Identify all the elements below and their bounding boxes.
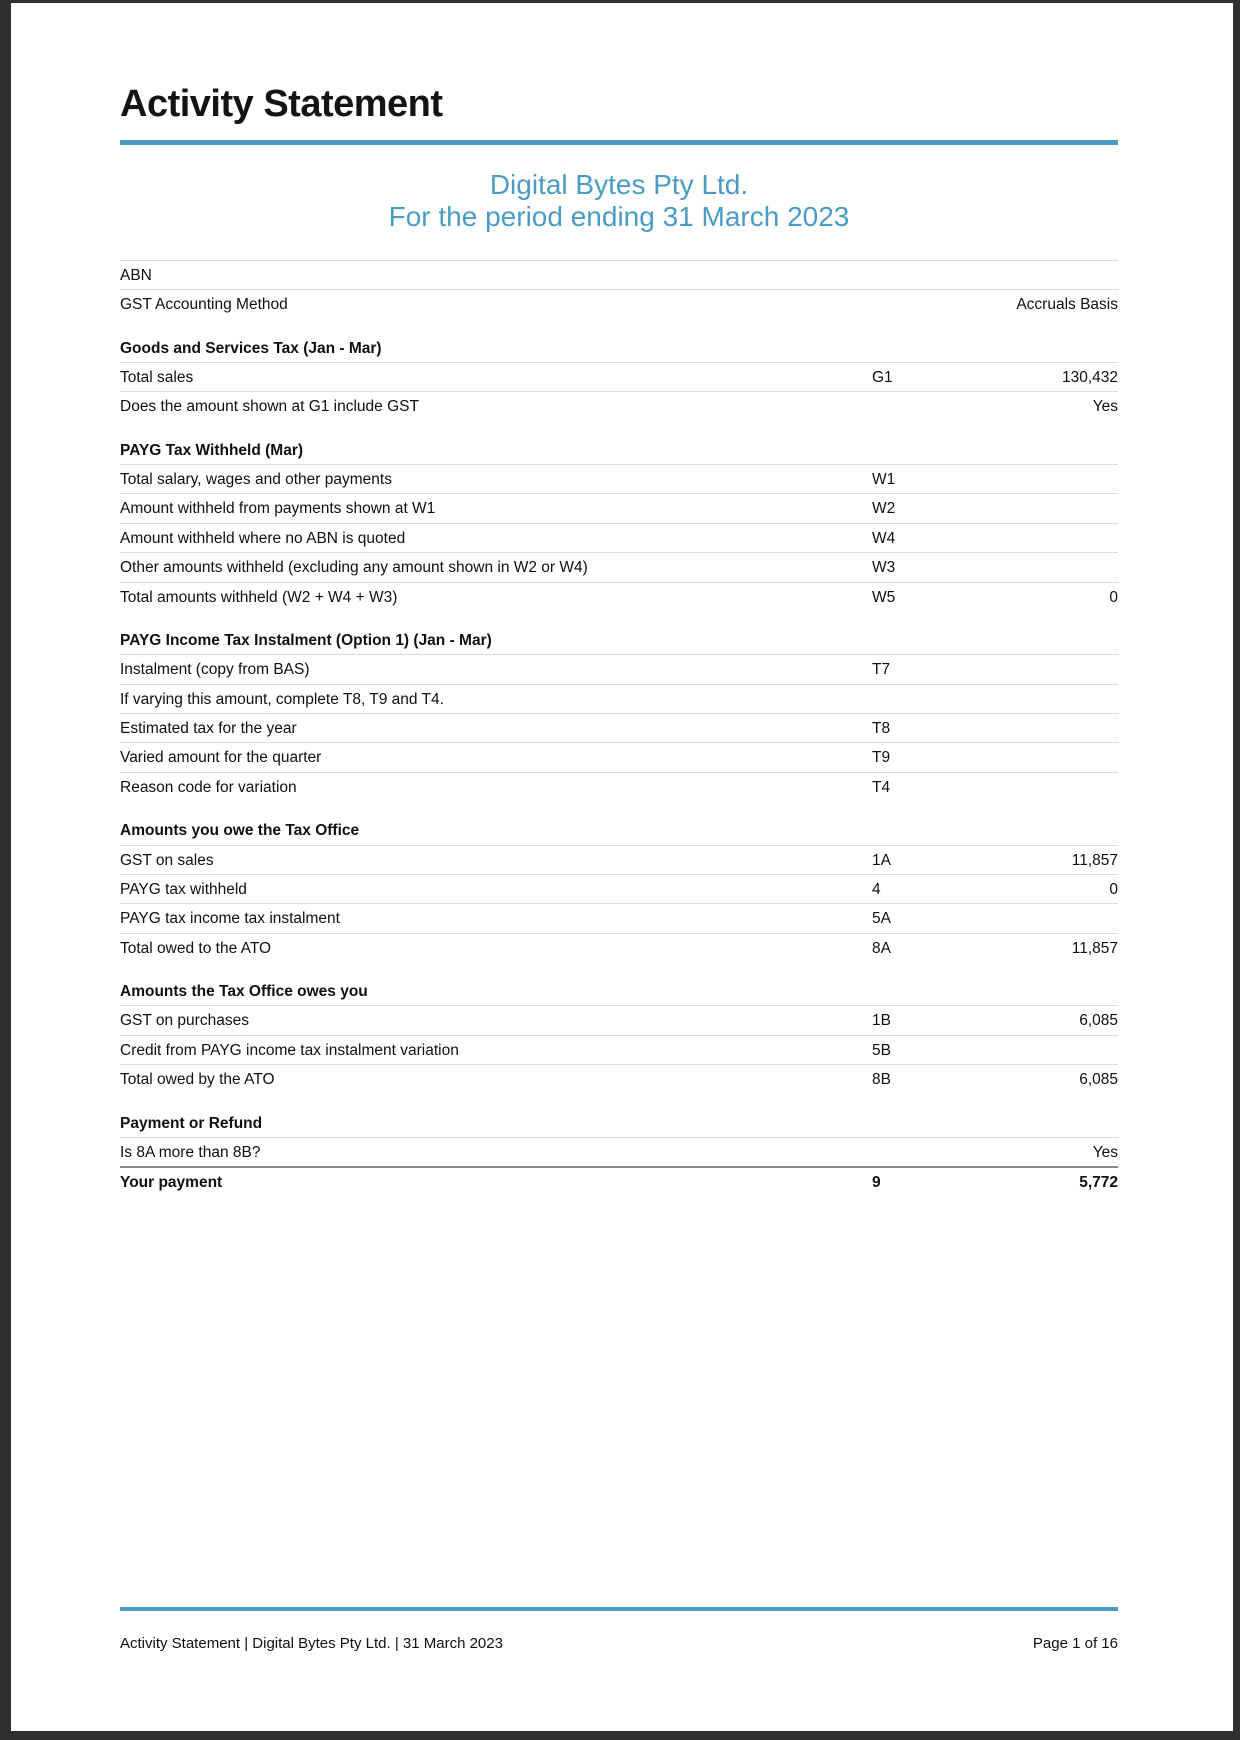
company-name: Digital Bytes Pty Ltd.: [489, 168, 749, 200]
page-content: [11, 3, 1233, 1731]
row-label: Your payment: [120, 1174, 223, 1192]
row-label: Varied amount for the quarter: [120, 749, 322, 767]
table-row: [120, 582, 1118, 611]
row-label: GST on purchases: [120, 1012, 249, 1030]
row-value: 11,857: [1071, 851, 1118, 869]
row-label: PAYG tax income tax instalment: [120, 910, 340, 928]
table-row: [120, 1006, 1118, 1034]
section-header: PAYG Income Tax Instalment (Option 1) (Jan - Mar): [120, 625, 1118, 655]
row-value: 0: [1109, 588, 1118, 606]
row-code: T8: [872, 720, 891, 738]
table-row: [120, 903, 1118, 932]
table-row: [120, 742, 1118, 771]
table-row: [120, 846, 1118, 874]
row-value: 130,432: [1061, 368, 1118, 386]
row-code: 8B: [872, 1071, 891, 1089]
table-row: [120, 1035, 1118, 1064]
row-label: Total owed to the ATO: [120, 939, 272, 957]
row-label: GST Accounting Method: [120, 296, 288, 314]
section-header: PAYG Tax Withheld (Mar): [120, 435, 1118, 465]
row-code: 5A: [872, 910, 891, 928]
row-code: W1: [872, 471, 896, 489]
row-code: [872, 397, 987, 416]
section-header: Goods and Services Tax (Jan - Mar): [120, 333, 1118, 363]
row-label: Credit from PAYG income tax instalment variation: [120, 1041, 459, 1059]
document-page: [11, 3, 1233, 1731]
table-row: [120, 933, 1118, 962]
section-header: Amounts you owe the Tax Office: [120, 815, 1118, 845]
table-row: [120, 1064, 1118, 1093]
row-label: Instalment (copy from BAS): [120, 661, 310, 679]
table-row: [120, 552, 1118, 581]
row-value: Accruals Basis: [1016, 296, 1118, 314]
row-value: [987, 660, 1118, 679]
period-ending: For the period ending 31 March 2023: [388, 201, 850, 233]
row-code: [872, 690, 987, 709]
table-row: [120, 874, 1118, 903]
row-code: W2: [872, 500, 896, 518]
table-row: [120, 260, 1118, 289]
row-value: [987, 266, 1118, 285]
row-label: GST on sales: [120, 851, 214, 869]
row-label: Other amounts withheld (excluding any amount shown in W2 or W4): [120, 559, 588, 577]
row-label: Total amounts withheld (W2 + W4 + W3): [120, 588, 398, 606]
row-code: 5B: [872, 1041, 891, 1059]
row-label: PAYG tax withheld: [120, 880, 247, 898]
row-label: Amount withheld where no ABN is quoted: [120, 529, 406, 547]
row-value: [987, 778, 1118, 797]
row-code: T4: [872, 778, 891, 796]
row-value: [987, 719, 1118, 738]
table-row: [120, 493, 1118, 522]
title-divider-rule: [120, 140, 1118, 145]
row-value: 11,857: [1071, 939, 1118, 957]
row-code: [872, 295, 987, 314]
footer-page-number: Page 1 of 16: [1032, 1635, 1118, 1652]
row-label: Total owed by the ATO: [120, 1071, 275, 1089]
row-code: 9: [872, 1174, 881, 1192]
row-value: [987, 470, 1118, 489]
row-code: W5: [872, 588, 896, 606]
table-row: [120, 363, 1118, 391]
footer-divider-rule: [120, 1607, 1118, 1611]
row-value: Yes: [1092, 398, 1118, 416]
row-label: Total sales: [120, 368, 194, 386]
row-code: T7: [872, 661, 891, 679]
row-value: [987, 529, 1118, 548]
row-value: 6,085: [1079, 1071, 1118, 1089]
row-label: Total salary, wages and other payments: [120, 471, 392, 489]
row-value: Yes: [1092, 1143, 1118, 1161]
statement-subtitle: [120, 169, 1118, 234]
row-value: 5,772: [1079, 1174, 1118, 1192]
table-row: [120, 523, 1118, 552]
row-label: ABN: [120, 266, 152, 284]
table-row: [120, 1166, 1118, 1196]
footer-text: [120, 1635, 1118, 1652]
row-label: Amount withheld from payments shown at W1: [120, 500, 436, 518]
row-code: W4: [872, 529, 896, 547]
table-row: [120, 1138, 1118, 1166]
row-label: Reason code for variation: [120, 778, 297, 796]
row-code: 4: [872, 880, 881, 898]
table-row: [120, 289, 1118, 318]
footer-left: Activity Statement | Digital Bytes Pty Ltd. | 31 March 2023: [120, 1635, 503, 1652]
row-value: [987, 909, 1118, 928]
row-label: Estimated tax for the year: [120, 720, 297, 738]
row-value: 0: [1109, 880, 1118, 898]
row-value: 6,085: [1079, 1012, 1118, 1030]
row-code: T9: [872, 749, 891, 767]
table-row: [120, 713, 1118, 742]
row-code: G1: [872, 368, 893, 386]
row-label: Is 8A more than 8B?: [120, 1143, 261, 1161]
section-header: Payment or Refund: [120, 1108, 1118, 1138]
row-value: [987, 690, 1118, 709]
statement-table: [120, 260, 1118, 1197]
row-code: 1A: [872, 851, 891, 869]
row-value: [987, 558, 1118, 577]
row-code: [872, 266, 987, 285]
table-row: [120, 772, 1118, 801]
table-row: [120, 391, 1118, 420]
table-row: [120, 655, 1118, 683]
row-value: [987, 748, 1118, 767]
row-value: [987, 1041, 1118, 1060]
row-label: If varying this amount, complete T8, T9 and T4.: [120, 690, 444, 708]
row-code: W3: [872, 559, 896, 577]
row-code: 1B: [872, 1012, 891, 1030]
page-footer: [120, 1607, 1118, 1652]
page-title: Activity Statement: [120, 83, 443, 125]
row-code: [872, 1143, 987, 1162]
table-row: [120, 465, 1118, 493]
table-row: [120, 684, 1118, 713]
row-label: Does the amount shown at G1 include GST: [120, 398, 419, 416]
row-value: [987, 499, 1118, 518]
section-header: Amounts the Tax Office owes you: [120, 976, 1118, 1006]
row-code: 8A: [872, 939, 891, 957]
